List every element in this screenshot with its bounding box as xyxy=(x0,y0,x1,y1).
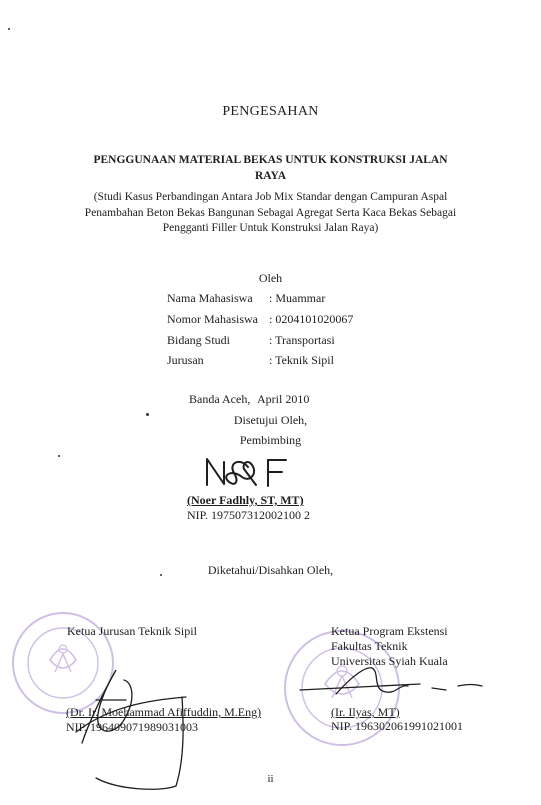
page-number: ii xyxy=(267,773,274,785)
student-number-label: Nomor Mahasiswa xyxy=(167,312,258,326)
right-signatory-role-line1: Ketua Program Ekstensi xyxy=(331,624,448,638)
department-value: : Teknik Sipil xyxy=(269,353,334,367)
left-signatory-role: Ketua Jurusan Teknik Sipil xyxy=(67,624,197,638)
field-of-study-label: Bidang Studi xyxy=(167,333,231,347)
advisor-nip: NIP. 197507312002100 2 xyxy=(187,508,311,522)
thesis-subtitle: (Studi Kasus Perbandingan Antara Job Mix Standar dengan Campuran Aspal Penambahan Beton Bekas Bangunan Sebagai Agregat Serta Kaca Bekas Sebagai Pengganti Filler Untuk Konstruksi Jalan Raya) xyxy=(84,191,457,234)
approved-by-label: Disetujui Oleh, xyxy=(233,413,308,427)
right-signatory-role-line3: Universitas Syiah Kuala xyxy=(331,654,448,668)
left-signatory-nip: NIP. 196409071989031003 xyxy=(66,720,199,734)
advisor-name: (Noer Fadhly, ST, MT) xyxy=(187,493,304,507)
student-number-value: : 0204101020067 xyxy=(269,312,354,326)
advisor-role: Pembimbing xyxy=(239,433,302,447)
student-name-value: : Muammar xyxy=(269,291,326,305)
date-text: April 2010 xyxy=(257,392,310,406)
thesis-title: PENGGUNAAN MATERIAL BEKAS UNTUK KONSTRUKSI JALAN RAYA xyxy=(93,154,448,182)
scan-speck xyxy=(146,413,149,416)
acknowledged-by-label: Diketahui/Disahkan Oleh, xyxy=(207,563,334,577)
place-text: Banda Aceh, xyxy=(189,392,251,406)
right-signatory-role-line2: Fakultas Teknik xyxy=(331,639,408,653)
scan-speck xyxy=(8,28,10,30)
scan-speck xyxy=(160,574,162,576)
student-name-label: Nama Mahasiswa xyxy=(167,291,253,305)
scan-speck xyxy=(58,455,60,457)
department-label: Jurusan xyxy=(167,353,204,367)
advisor-signature xyxy=(207,459,286,486)
left-signatory-name: (Dr. Ir. Moehammad Afiffuddin, M.Eng) xyxy=(66,705,262,719)
right-signatory-nip: NIP. 196302061991021001 xyxy=(331,719,464,733)
right-signatory-name: (Ir. Ilyas, MT) xyxy=(331,705,400,719)
field-of-study-value: : Transportasi xyxy=(269,333,335,347)
by-label: Oleh xyxy=(258,271,283,285)
page-heading: PENGESAHAN xyxy=(222,104,319,119)
